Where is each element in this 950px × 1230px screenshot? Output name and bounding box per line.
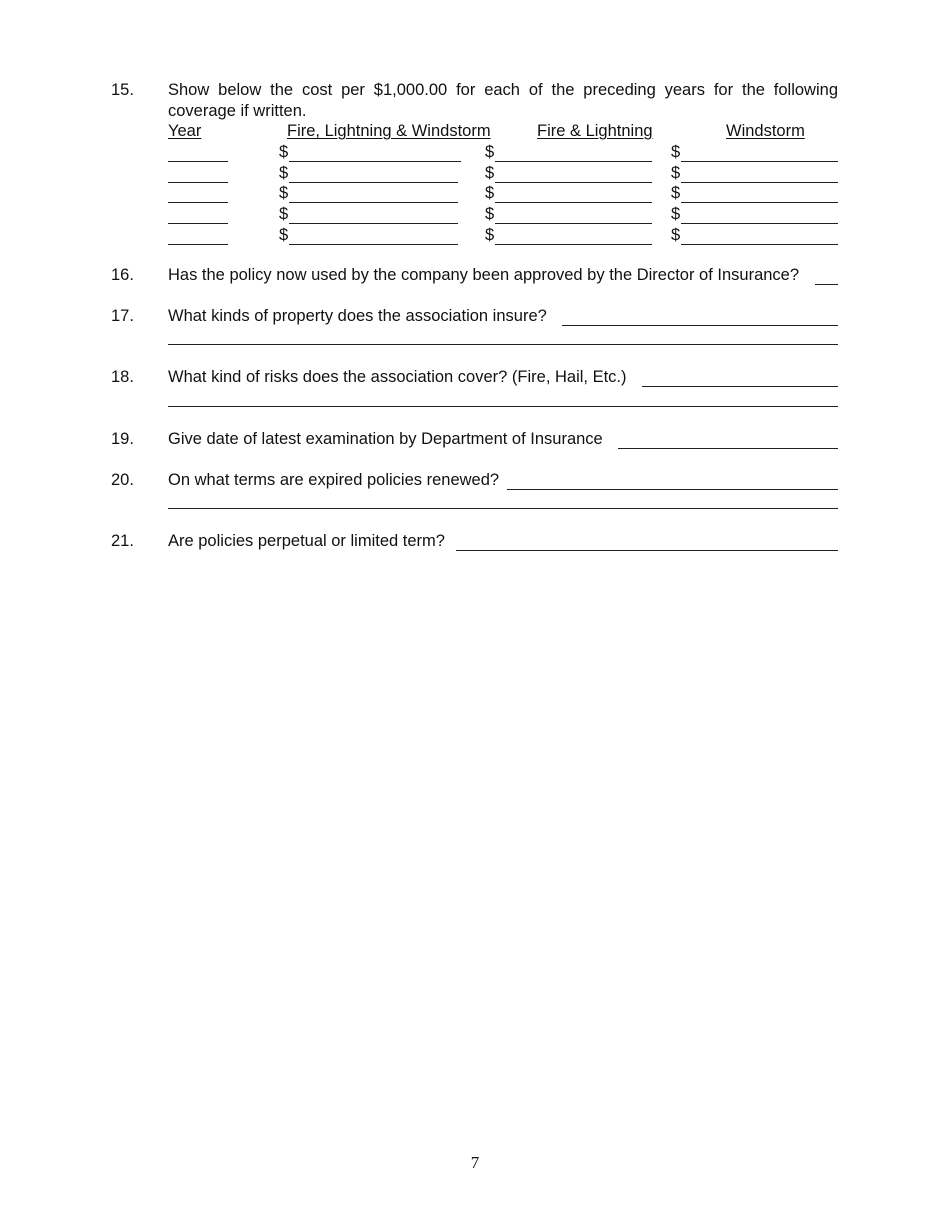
cost-blank-windstorm-row-1[interactable] (681, 161, 838, 162)
question-19-answer-line[interactable] (618, 448, 838, 449)
question-20-number: 20. (111, 471, 134, 489)
question-17-text: What kinds of property does the association insure? (168, 307, 547, 325)
cost-blank-fire-lightning-row-5[interactable] (495, 244, 652, 245)
year-blank-row-5[interactable] (168, 244, 228, 245)
question-18-text: What kind of risks does the association cover? (Fire, Hail, Etc.) (168, 368, 627, 386)
column-header-fire-lightning-windstorm: Fire, Lightning & Windstorm (287, 122, 491, 140)
question-16-number: 16. (111, 266, 134, 284)
dollar-sign-fire-lightning-row-1: $ (485, 143, 495, 161)
cost-blank-fire-lightning-windstorm-row-5[interactable] (289, 244, 458, 245)
question-17-number: 17. (111, 307, 134, 325)
year-blank-row-2[interactable] (168, 182, 228, 183)
question-19-number: 19. (111, 430, 134, 448)
question-18-number: 18. (111, 368, 134, 386)
cost-blank-windstorm-row-4[interactable] (681, 223, 838, 224)
dollar-sign-windstorm-row-2: $ (671, 164, 681, 182)
question-17-answer-line[interactable] (562, 325, 838, 326)
question-16-text: Has the policy now used by the company been approved by the Director of Insurance? (168, 266, 800, 284)
column-header-windstorm: Windstorm (726, 122, 805, 140)
dollar-sign-fire-lightning-windstorm-row-3: $ (279, 184, 289, 202)
dollar-sign-windstorm-row-1: $ (671, 143, 681, 161)
question-20-answer-line-2[interactable] (168, 508, 838, 509)
dollar-sign-windstorm-row-3: $ (671, 184, 681, 202)
column-header-fire-lightning: Fire & Lightning (537, 122, 653, 140)
dollar-sign-fire-lightning-windstorm-row-5: $ (279, 226, 289, 244)
year-blank-row-4[interactable] (168, 223, 228, 224)
question-18-answer-line-2[interactable] (168, 406, 838, 407)
cost-blank-fire-lightning-windstorm-row-4[interactable] (289, 223, 458, 224)
question-21-answer-line[interactable] (456, 550, 838, 551)
question-21-text: Are policies perpetual or limited term? (168, 532, 445, 550)
question-18-answer-line[interactable] (642, 386, 838, 387)
question-17-answer-line-2[interactable] (168, 344, 838, 345)
cost-blank-fire-lightning-row-4[interactable] (495, 223, 652, 224)
dollar-sign-fire-lightning-windstorm-row-2: $ (279, 164, 289, 182)
cost-blank-fire-lightning-windstorm-row-2[interactable] (289, 182, 458, 183)
question-16-answer-line[interactable] (815, 284, 838, 285)
column-header-year: Year (168, 122, 202, 140)
year-blank-row-3[interactable] (168, 202, 228, 203)
question-15-text-line1: Show below the cost per $1,000.00 for each of the preceding years for the following (168, 81, 838, 99)
cost-blank-fire-lightning-windstorm-row-3[interactable] (289, 202, 458, 203)
question-15-number: 15. (111, 81, 134, 99)
dollar-sign-windstorm-row-5: $ (671, 226, 681, 244)
dollar-sign-windstorm-row-4: $ (671, 205, 681, 223)
page-number: 7 (470, 1153, 480, 1172)
dollar-sign-fire-lightning-row-3: $ (485, 184, 495, 202)
question-21-number: 21. (111, 532, 134, 550)
dollar-sign-fire-lightning-row-4: $ (485, 205, 495, 223)
cost-blank-windstorm-row-3[interactable] (681, 202, 838, 203)
question-19-text: Give date of latest examination by Department of Insurance (168, 430, 603, 448)
cost-blank-windstorm-row-2[interactable] (681, 182, 838, 183)
cost-blank-windstorm-row-5[interactable] (681, 244, 838, 245)
dollar-sign-fire-lightning-windstorm-row-4: $ (279, 205, 289, 223)
cost-blank-fire-lightning-row-3[interactable] (495, 202, 652, 203)
cost-blank-fire-lightning-windstorm-row-1[interactable] (289, 161, 461, 162)
question-20-answer-line[interactable] (507, 489, 838, 490)
question-20-text: On what terms are expired policies renewed? (168, 471, 500, 489)
dollar-sign-fire-lightning-windstorm-row-1: $ (279, 143, 289, 161)
dollar-sign-fire-lightning-row-2: $ (485, 164, 495, 182)
cost-blank-fire-lightning-row-1[interactable] (495, 161, 652, 162)
cost-blank-fire-lightning-row-2[interactable] (495, 182, 652, 183)
year-blank-row-1[interactable] (168, 161, 228, 162)
question-15-text-line2: coverage if written. (168, 102, 307, 120)
dollar-sign-fire-lightning-row-5: $ (485, 226, 495, 244)
